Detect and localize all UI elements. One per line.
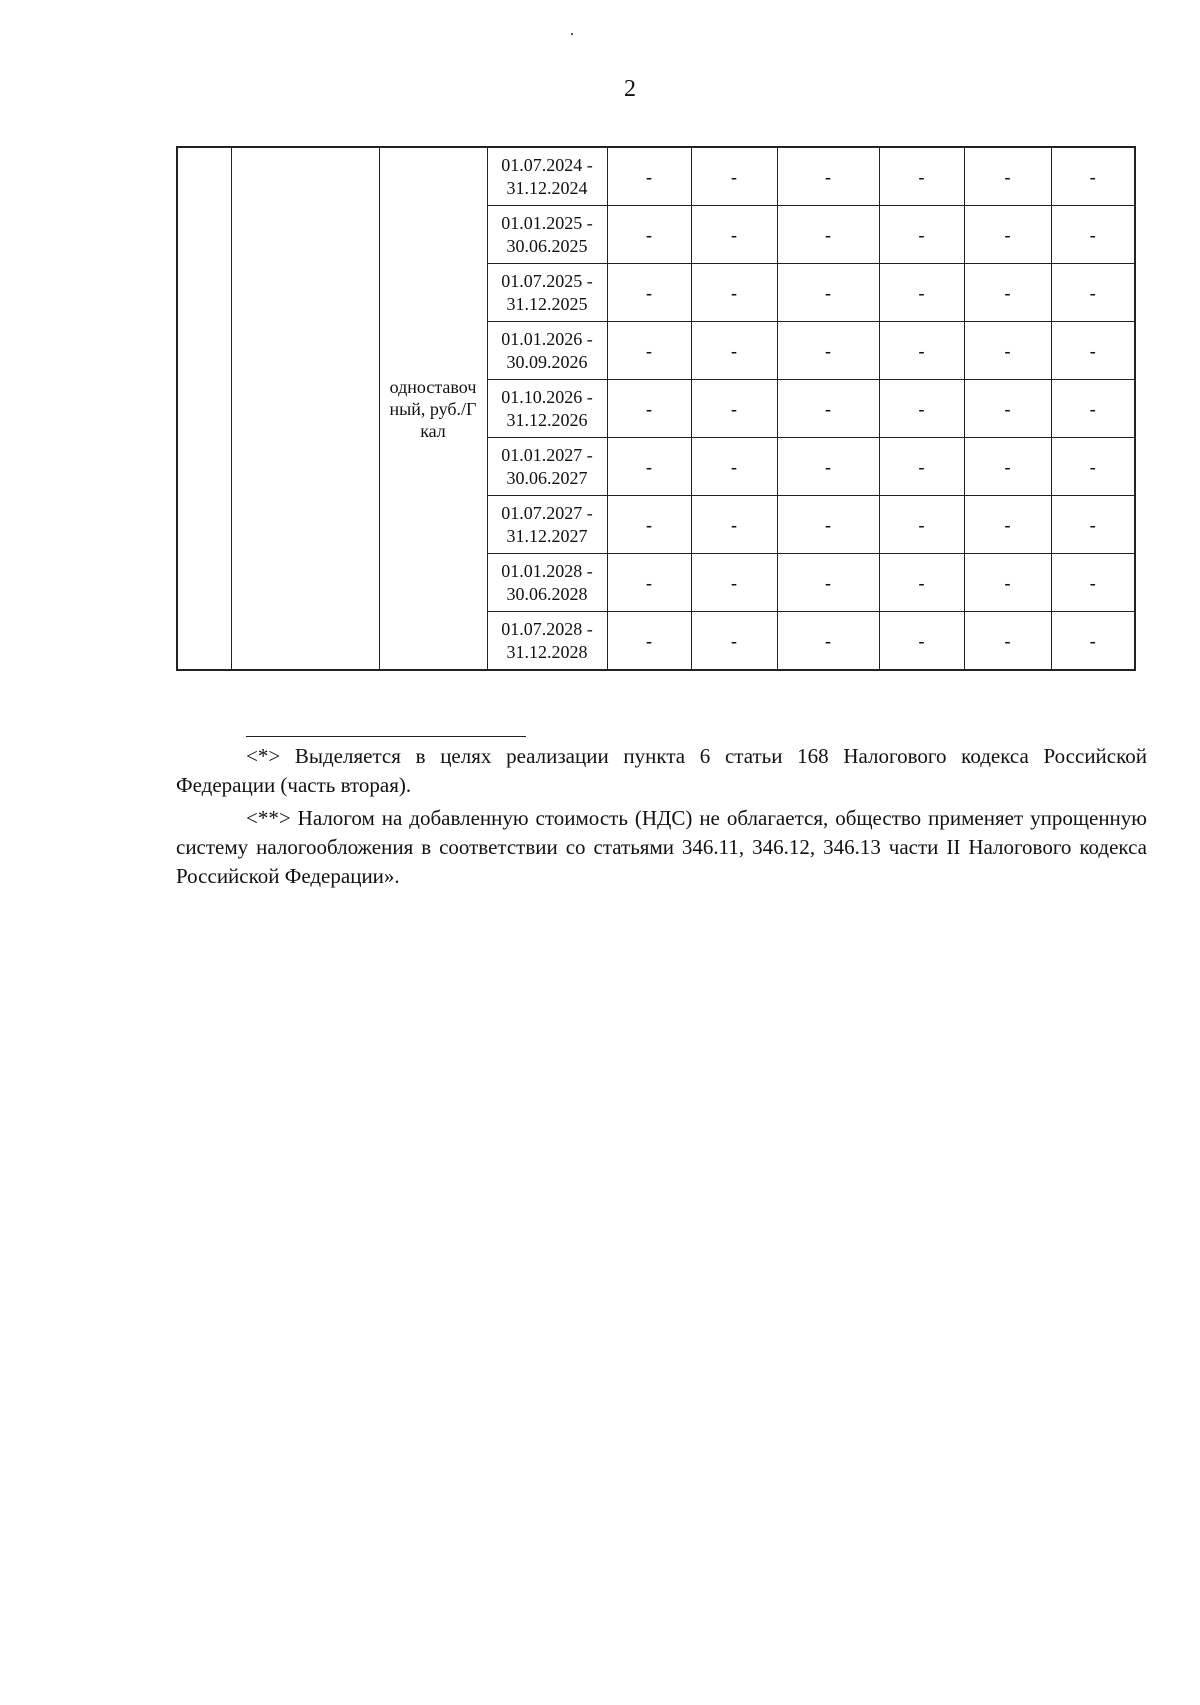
value-cell: -: [1051, 438, 1135, 496]
period-cell: [487, 612, 607, 671]
value-cell: -: [691, 147, 777, 206]
value-cell: -: [607, 612, 691, 671]
footnotes: [176, 742, 1147, 895]
stray-mark: .: [570, 22, 574, 39]
period-end: 31.12.2027: [506, 525, 588, 546]
value-cell: -: [879, 147, 964, 206]
value-cell: -: [691, 206, 777, 264]
value-cell: -: [607, 147, 691, 206]
period-start: 01.01.2026 -: [501, 328, 593, 349]
period-start: 01.01.2025 -: [501, 212, 593, 233]
period-end: 31.12.2024: [506, 177, 588, 198]
value-cell: -: [964, 612, 1051, 671]
period-end: 31.12.2026: [506, 409, 588, 430]
value-cell: -: [1051, 322, 1135, 380]
value-cell: -: [1051, 264, 1135, 322]
value-cell: -: [777, 380, 879, 438]
period-cell: [487, 147, 607, 206]
period-start: 01.01.2027 -: [501, 444, 593, 465]
period-end: 30.06.2028: [506, 583, 588, 604]
value-cell: -: [777, 554, 879, 612]
value-cell: -: [964, 554, 1051, 612]
value-cell: -: [607, 206, 691, 264]
value-cell: -: [607, 322, 691, 380]
page-number: 2: [624, 76, 636, 102]
value-cell: -: [964, 380, 1051, 438]
footnote-2: <**> Налогом на добавленную стоимость (НДС) не облагается, общество применяет упрощенную систему налогообложения в соответствии со статьями 346.11, 346.12, 346.13 части II Налогового кодекса Российской Федерации».: [176, 806, 1147, 888]
value-cell: -: [879, 206, 964, 264]
period-start: 01.07.2024 -: [501, 154, 593, 175]
value-cell: -: [1051, 147, 1135, 206]
value-cell: -: [1051, 206, 1135, 264]
value-cell: -: [879, 554, 964, 612]
period-cell: [487, 380, 607, 438]
blank-cell-1: [177, 147, 231, 670]
value-cell: -: [964, 438, 1051, 496]
unit-label: одноставочный, руб./Гкал: [389, 376, 477, 441]
value-cell: -: [879, 496, 964, 554]
period-cell: [487, 554, 607, 612]
value-cell: -: [964, 147, 1051, 206]
period-end: 30.06.2025: [506, 235, 588, 256]
value-cell: -: [777, 147, 879, 206]
value-cell: -: [691, 496, 777, 554]
period-end: 30.06.2027: [506, 467, 588, 488]
table-body: [177, 147, 1135, 670]
value-cell: -: [691, 322, 777, 380]
value-cell: -: [777, 264, 879, 322]
value-cell: -: [777, 438, 879, 496]
value-cell: -: [607, 264, 691, 322]
value-cell: -: [691, 554, 777, 612]
value-cell: -: [691, 380, 777, 438]
period-start: 01.07.2028 -: [501, 618, 593, 639]
period-cell: [487, 496, 607, 554]
value-cell: -: [964, 496, 1051, 554]
table-row: [177, 147, 1135, 206]
value-cell: -: [777, 322, 879, 380]
footnote-separator: [246, 736, 526, 737]
value-cell: -: [964, 206, 1051, 264]
value-cell: -: [607, 438, 691, 496]
period-cell: [487, 438, 607, 496]
value-cell: -: [879, 264, 964, 322]
value-cell: -: [777, 496, 879, 554]
period-cell: [487, 206, 607, 264]
value-cell: -: [964, 322, 1051, 380]
value-cell: -: [691, 438, 777, 496]
value-cell: -: [964, 264, 1051, 322]
value-cell: -: [1051, 496, 1135, 554]
period-start: 01.10.2026 -: [501, 386, 593, 407]
value-cell: -: [1051, 612, 1135, 671]
unit-cell: [379, 147, 487, 670]
period-start: 01.07.2025 -: [501, 270, 593, 291]
value-cell: -: [607, 554, 691, 612]
footnote-1: <*> Выделяется в целях реализации пункта 6 статьи 168 Налогового кодекса Российской Федерации (часть вторая).: [176, 744, 1147, 797]
period-end: 31.12.2025: [506, 293, 588, 314]
value-cell: -: [1051, 554, 1135, 612]
period-end: 30.09.2026: [506, 351, 588, 372]
blank-cell-2: [231, 147, 379, 670]
value-cell: -: [607, 496, 691, 554]
period-start: 01.01.2028 -: [501, 560, 593, 581]
value-cell: -: [879, 612, 964, 671]
tariff-table: [176, 146, 1136, 671]
value-cell: -: [879, 322, 964, 380]
value-cell: -: [691, 612, 777, 671]
value-cell: -: [691, 264, 777, 322]
period-cell: [487, 264, 607, 322]
period-cell: [487, 322, 607, 380]
value-cell: -: [879, 438, 964, 496]
value-cell: -: [879, 380, 964, 438]
period-end: 31.12.2028: [506, 641, 588, 662]
value-cell: -: [777, 612, 879, 671]
value-cell: -: [1051, 380, 1135, 438]
value-cell: -: [607, 380, 691, 438]
period-start: 01.07.2027 -: [501, 502, 593, 523]
value-cell: -: [777, 206, 879, 264]
